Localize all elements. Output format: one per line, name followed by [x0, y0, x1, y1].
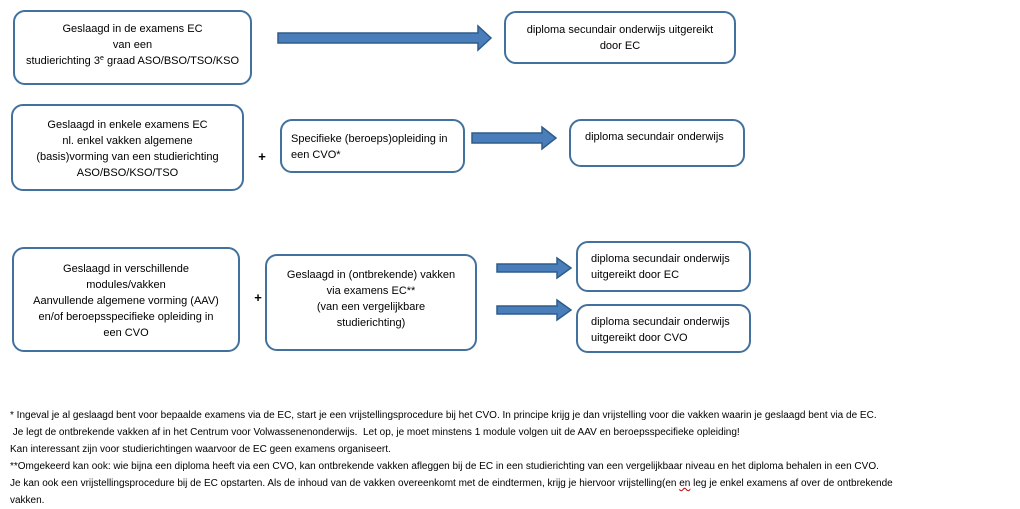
- row1-result-line1: diploma secundair onderwijs uitgereikt: [526, 24, 714, 36]
- row3-result-top-line2: uitgereikt door EC: [591, 269, 680, 281]
- footnote-line4: **Omgekeerd kan ook: wie bijna een diploma heeft via een CVO, kan ontbrekende vakken afleggen bij de EC in een studierichting van een vergelijkbaar niveau en het diploma behalen in een CVO.: [10, 461, 879, 472]
- row1-source-line3: studierichting 3e graad ASO/BSO/TSO/KSO: [25, 55, 240, 67]
- arrow-row2: [472, 127, 556, 149]
- footnote-line1: * Ingeval je al geslaagd bent voor bepaalde examens via de EC, start je een vrijstellingsprocedure bij het CVO. In principe krijg je dan vrijstelling voor die vakken waarin je geslaagd bent via de EC.: [10, 410, 877, 421]
- footnote-line3: Kan interessant zijn voor studierichtingen waarvoor de EC geen examens organiseert.: [10, 444, 391, 455]
- row2-source-line1: Geslaagd in enkele examens EC: [47, 119, 208, 131]
- row1-result-box: [504, 11, 736, 64]
- row3-source-line3: Aanvullende algemene vorming (AAV): [33, 295, 219, 307]
- row1-result-line2: door EC: [599, 40, 641, 52]
- row3-middle-line1: Geslaagd in (ontbrekende) vakken: [286, 269, 456, 281]
- row3-result-bottom-line2: uitgereikt door CVO: [591, 332, 688, 344]
- row1-source-line1: Geslaagd in de examens EC: [62, 23, 203, 35]
- row3-result-bottom-line1: diploma secundair onderwijs: [591, 316, 730, 328]
- row3-source-line1: Geslaagd in verschillende: [63, 263, 189, 275]
- row3-result-box-bottom: [576, 304, 751, 353]
- row2-middle-line1: Specifieke (beroeps)opleiding in: [291, 133, 448, 145]
- row3-middle-box: [265, 254, 477, 351]
- row3-middle-line2: via examens EC**: [326, 285, 416, 297]
- arrow-row3-top: [497, 258, 571, 278]
- superscript-e: e: [99, 55, 104, 62]
- row3-plus-sign: +: [254, 290, 262, 305]
- footnotes: [10, 407, 1010, 509]
- footnote-line6: vakken.: [10, 495, 45, 506]
- row2-source-line2: nl. enkel vakken algemene: [62, 135, 193, 147]
- arrow-row3-bottom: [497, 300, 571, 320]
- row2-source-line3: (basis)vorming van een studierichting: [36, 151, 219, 163]
- footnote-line2: Je legt de ontbrekende vakken af in het Centrum voor Volwassenenonderwijs. Let op, je moet minstens 1 module volgen uit de AAV en beroepsspecifieke opleiding!: [10, 427, 740, 438]
- row2-middle-box: [280, 119, 465, 173]
- row3-source-line4: en/of beroepsspecifieke opleiding in: [38, 311, 214, 323]
- row2-source-box: [11, 104, 244, 191]
- row3-source-line5: een CVO: [103, 327, 149, 339]
- row1-source-line2: van een: [112, 39, 153, 51]
- row2-result-box: [569, 119, 745, 167]
- row3-source-line2: modules/vakken: [86, 279, 166, 291]
- row3-source-box: [12, 247, 240, 352]
- row2-result-line1: diploma secundair onderwijs: [585, 131, 724, 143]
- spellcheck-flag: en: [679, 478, 691, 489]
- row1-source-box: [13, 10, 252, 85]
- row3-middle-line4: studierichting): [336, 317, 406, 329]
- footnote-line5: Je kan ook een vrijstellingsprocedure bij de EC opstarten. Als de inhoud van de vakken overeenkomt met de eindtermen, krijg je hiervoor vrijstelling(en en leg je enkel examens af over de ontbrekende: [10, 478, 893, 489]
- row2-middle-line2: een CVO*: [291, 149, 341, 161]
- row2-source-line4: ASO/BSO/KSO/TSO: [76, 167, 179, 179]
- arrow-row1: [278, 26, 491, 50]
- row3-result-top-line1: diploma secundair onderwijs: [591, 253, 730, 265]
- row3-middle-line3: (van een vergelijkbare: [316, 301, 426, 313]
- row3-result-box-top: [576, 241, 751, 292]
- row2-plus-sign: +: [258, 149, 266, 164]
